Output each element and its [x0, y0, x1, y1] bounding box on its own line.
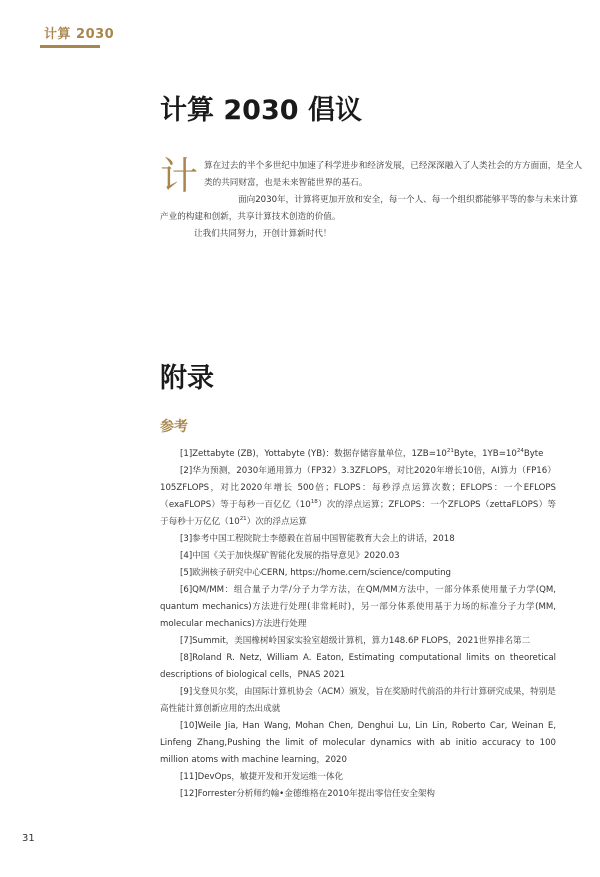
reference-item: [6]QM/MM：组合量子力学/分子力学方法，在QM/MM方法中，一部分体系使用量子力学(QM, quantum mechanics)方法进行处理(非常耗时)，另一部分体系使用基于力场的标准分子力学(MM, molecular mechanics)方法进行处理: [160, 585, 556, 629]
section-header-label: 计算 2030: [44, 27, 115, 42]
intro-paragraph-2: 面向2030年，计算将更加开放和安全，每一个人、每一个组织都能够平等的参与未来计算产业的构建和创新，共享计算技术创造的价值。: [160, 195, 578, 222]
reference-list: [160, 446, 556, 803]
reference-item: [7]Summit，美国橡树岭国家实验室超级计算机，算力148.6P FLOPS，2021世界排名第二: [180, 636, 531, 646]
header-underline: [40, 45, 100, 48]
reference-item: [5]欧洲核子研究中心CERN, https://home.cern/science/computing: [180, 568, 451, 578]
reference-item: [4]中国《关于加快煤矿智能化发展的指导意见》2020.03: [180, 551, 400, 561]
reference-item: [3]参考中国工程院院士李德毅在首届中国智能教育大会上的讲话，2018: [180, 534, 455, 544]
reference-item: [9]戈登贝尔奖，由国际计算机协会（ACM）颁发，旨在奖励时代前沿的并行计算研究成果，特别是高性能计算创新应用的杰出成就: [160, 687, 556, 714]
reference-item: [10]Weile Jia, Han Wang, Mohan Chen, Denghui Lu, Lin Lin, Roberto Car, Weinan E, Linfeng Zhang,Pushing the limit of molecular dynamics with ab initio accuracy to 100 million atoms with machine learning，2020: [160, 721, 556, 765]
reference-item: [2]华为预测，2030年通用算力（FP32）3.3ZFLOPS，对比2020年增长10倍，AI算力（FP16） 105ZFLOPS，对比2020年增长 500倍；FLOPS：每秒浮点运算次数；EFLOPS：一个EFLOPS（exaFLOPS）等于每秒一百亿亿$(10^{18})$次的浮点运算；ZFLOPS：一个ZFLOPS（zettaFLOPS）等于每秒十万亿亿$(10^{21})$次的浮点运算: [160, 466, 556, 527]
appendix-title: 附录: [160, 363, 214, 394]
reference-item: [8]Roland R. Netz, William A. Eaton, Estimating computational limits on theoretical descriptions of biological cells，PNAS 2021: [160, 653, 556, 680]
reference-item: [11]DevOps，敏捷开发和开发运维一体化: [180, 772, 344, 782]
intro-paragraph-1: 算在过去的半个多世纪中加速了科学进步和经济发展，已经深深融入了人类社会的方方面面，是全人类的共同财富，也是未来智能世界的基石。: [204, 161, 583, 188]
page-number: 31: [22, 833, 35, 844]
reference-item: [12]Forrester分析师约翰•金德维格在2010年提出零信任安全架构: [180, 789, 436, 799]
references-heading: 参考: [160, 419, 188, 435]
page-title: 计算 2030 倡议: [160, 95, 362, 126]
drop-cap: 计: [160, 154, 199, 198]
intro-section: [160, 154, 584, 243]
intro-paragraph-3: 让我们共同努力，开创计算新时代！: [194, 229, 332, 239]
reference-item: [1]Zettabyte (ZB)，Yottabyte (YB)：数据存储容量单位，$1ZB=10^{21}Byte$，$1YB=10^{24}Byte$: [180, 448, 544, 459]
